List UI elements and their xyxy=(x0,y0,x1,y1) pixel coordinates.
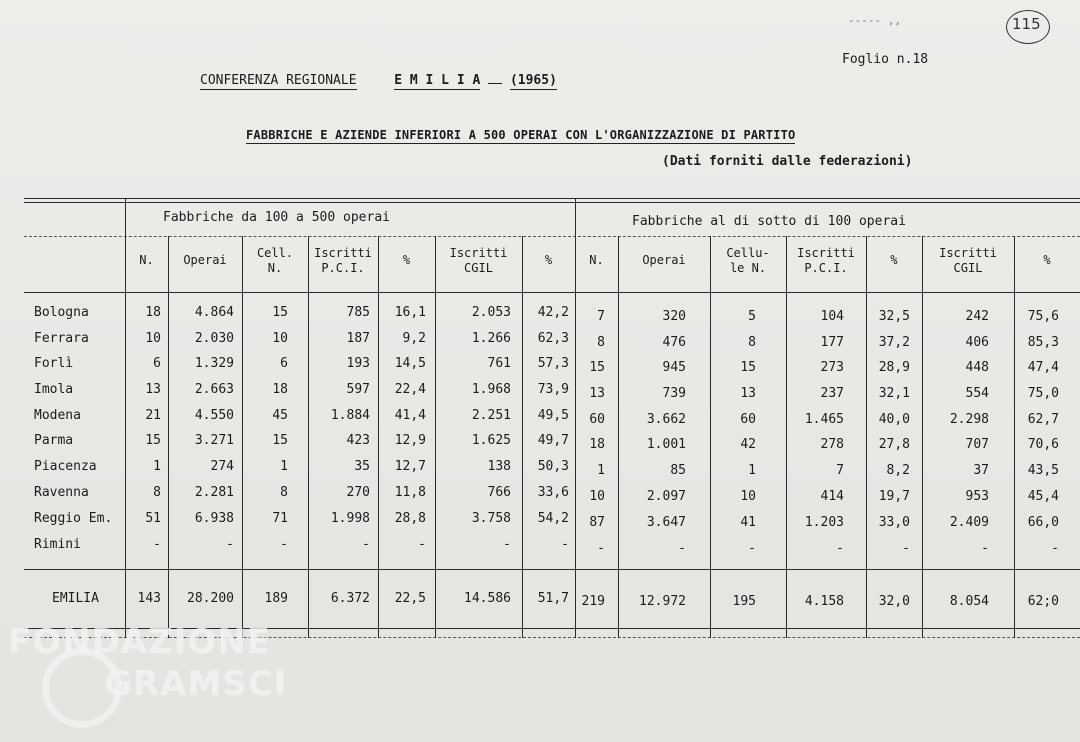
cell-left-iscritti-cgil: 3.758 xyxy=(471,511,511,526)
cell-left-n: 6 xyxy=(153,356,161,371)
cell-right-pct-pci: - xyxy=(902,541,910,556)
cell-right-pct-pci: 33,0 xyxy=(878,515,910,530)
cell-right-iscritti-cgil: 37 xyxy=(973,463,989,478)
cell-right-n: 13 xyxy=(589,386,605,401)
cell-left-iscritti-cgil: 2.251 xyxy=(471,408,511,423)
cell-right-cellule: 42 xyxy=(740,437,756,452)
cell-left-n: 51 xyxy=(145,511,161,526)
cell-left-operai: 2.030 xyxy=(194,331,234,346)
col-header-right-n: N. xyxy=(589,253,604,267)
cell-left-pct-pci: 14,5 xyxy=(394,356,426,371)
total-cell-right-pct-pci: 32,0 xyxy=(878,594,910,609)
cell-left-iscritti-cgil: - xyxy=(503,537,511,552)
cell-left-cellule: 8 xyxy=(280,485,288,500)
row-label: Piacenza xyxy=(34,459,97,474)
cell-left-pct-pci: 12,9 xyxy=(394,433,426,448)
cell-left-iscritti-pci: 785 xyxy=(346,305,370,320)
cell-right-iscritti-pci: 177 xyxy=(820,335,844,350)
total-cell-left-n: 143 xyxy=(137,591,161,606)
total-cell-right-n: 219 xyxy=(581,594,605,609)
cell-left-cellule: 15 xyxy=(272,305,288,320)
cell-left-n: 13 xyxy=(145,382,161,397)
cell-left-iscritti-pci: 1.998 xyxy=(330,511,370,526)
cell-right-n: 60 xyxy=(589,412,605,427)
source-note: (Dati forniti dalle federazioni) xyxy=(662,154,913,169)
cell-left-pct-pci: 41,4 xyxy=(394,408,426,423)
cell-right-iscritti-cgil: 953 xyxy=(965,489,989,504)
total-cell-right-operai: 12.972 xyxy=(639,594,686,609)
conference-label: CONFERENZA REGIONALE xyxy=(200,73,357,88)
row-label: Ravenna xyxy=(34,485,89,500)
cell-left-iscritti-cgil: 766 xyxy=(487,485,511,500)
group-header-left: Fabbriche da 100 a 500 operai xyxy=(163,210,390,225)
cell-left-operai: 4.864 xyxy=(194,305,234,320)
row-label: Bologna xyxy=(34,305,89,320)
cell-left-operai: 2.663 xyxy=(194,382,234,397)
cell-left-iscritti-pci: 193 xyxy=(346,356,370,371)
cell-right-operai: - xyxy=(678,541,686,556)
cell-left-pct-cgil: 57,3 xyxy=(537,356,569,371)
cell-left-cellule: 10 xyxy=(272,331,288,346)
cell-right-iscritti-cgil: 554 xyxy=(965,386,989,401)
cell-right-iscritti-cgil: 2.409 xyxy=(949,515,989,530)
cell-left-iscritti-pci: 270 xyxy=(346,485,370,500)
cell-right-operai: 320 xyxy=(662,309,686,324)
watermark-line2: GRAMSCI xyxy=(104,664,288,704)
cell-left-pct-cgil: 50,3 xyxy=(537,459,569,474)
cell-right-iscritti-pci: 104 xyxy=(820,309,844,324)
total-cell-right-pct-cgil: 62;0 xyxy=(1027,594,1059,609)
cell-right-pct-cgil: 70,6 xyxy=(1027,437,1059,452)
cell-right-iscritti-cgil: 242 xyxy=(965,309,989,324)
cell-right-iscritti-pci: 278 xyxy=(820,437,844,452)
cell-right-cellule: 60 xyxy=(740,412,756,427)
total-cell-right-cellule: 195 xyxy=(732,594,756,609)
cell-right-operai: 476 xyxy=(662,335,686,350)
cell-left-cellule: 1 xyxy=(280,459,288,474)
col-header-right-cellule: Cellu- le N. xyxy=(726,246,770,275)
cell-left-operai: 4.550 xyxy=(194,408,234,423)
total-label: EMILIA xyxy=(52,591,99,606)
col-header-left-cellule: Cell. N. xyxy=(256,246,294,275)
row-label: Reggio Em. xyxy=(34,511,113,526)
cell-right-n: 7 xyxy=(597,309,605,324)
cell-left-n: 8 xyxy=(153,485,161,500)
cell-left-pct-pci: 22,4 xyxy=(394,382,426,397)
cell-left-cellule: 15 xyxy=(272,433,288,448)
cell-right-operai: 945 xyxy=(662,360,686,375)
cell-right-pct-cgil: 75,0 xyxy=(1027,386,1059,401)
cell-left-cellule: 45 xyxy=(272,408,288,423)
conference-title xyxy=(200,73,557,88)
dash-mark: ----- ,, xyxy=(848,14,901,27)
cell-right-pct-cgil: 47,4 xyxy=(1027,360,1059,375)
cell-right-operai: 3.647 xyxy=(646,515,686,530)
cell-right-pct-cgil: 75,6 xyxy=(1027,309,1059,324)
cell-right-iscritti-cgil: - xyxy=(981,541,989,556)
total-cell-left-pct-pci: 22,5 xyxy=(394,591,426,606)
col-header-right-operai: Operai xyxy=(642,253,686,267)
watermark-line1: FONDAZIONE xyxy=(8,622,272,662)
cell-left-n: 10 xyxy=(145,331,161,346)
row-label: Rimini xyxy=(34,537,81,552)
cell-left-iscritti-pci: - xyxy=(362,537,370,552)
cell-left-iscritti-pci: 1.884 xyxy=(330,408,370,423)
cell-right-pct-pci: 28,9 xyxy=(878,360,910,375)
cell-right-pct-pci: 32,5 xyxy=(878,309,910,324)
document-subtitle: FABBRICHE E AZIENDE INFERIORI A 500 OPERAI CON L'ORGANIZZAZIONE DI PARTITO xyxy=(246,128,796,142)
total-cell-left-operai: 28.200 xyxy=(187,591,234,606)
cell-right-cellule: 13 xyxy=(740,386,756,401)
cell-left-iscritti-pci: 35 xyxy=(354,459,370,474)
cell-right-iscritti-pci: 7 xyxy=(836,463,844,478)
cell-right-cellule: 5 xyxy=(748,309,756,324)
cell-right-pct-cgil: 43,5 xyxy=(1027,463,1059,478)
cell-left-iscritti-cgil: 1.625 xyxy=(471,433,511,448)
cell-right-pct-pci: 8,2 xyxy=(886,463,910,478)
total-cell-left-iscritti-pci: 6.372 xyxy=(330,591,370,606)
cell-left-pct-cgil: 62,3 xyxy=(537,331,569,346)
cell-right-n: 15 xyxy=(589,360,605,375)
cell-left-pct-cgil: 42,2 xyxy=(537,305,569,320)
cell-right-iscritti-pci: - xyxy=(836,541,844,556)
cell-right-iscritti-cgil: 448 xyxy=(965,360,989,375)
total-cell-right-iscritti-pci: 4.158 xyxy=(804,594,844,609)
cell-left-iscritti-cgil: 1.968 xyxy=(471,382,511,397)
total-cell-left-pct-cgil: 51,7 xyxy=(537,591,569,606)
cell-left-pct-cgil: 49,7 xyxy=(537,433,569,448)
cell-left-n: - xyxy=(153,537,161,552)
cell-right-pct-pci: 37,2 xyxy=(878,335,910,350)
cell-left-pct-cgil: - xyxy=(561,537,569,552)
folio-label: Foglio n.18 xyxy=(842,52,929,67)
cell-right-iscritti-cgil: 406 xyxy=(965,335,989,350)
cell-right-cellule: 8 xyxy=(748,335,756,350)
cell-right-pct-pci: 19,7 xyxy=(878,489,910,504)
col-header-right-pct-pci: % xyxy=(890,253,898,267)
cell-left-n: 21 xyxy=(145,408,161,423)
cell-right-n: 10 xyxy=(589,489,605,504)
cell-left-pct-cgil: 49,5 xyxy=(537,408,569,423)
cell-right-operai: 3.662 xyxy=(646,412,686,427)
cell-left-operai: 1.329 xyxy=(194,356,234,371)
row-label: Parma xyxy=(34,433,74,448)
cell-right-pct-cgil: 45,4 xyxy=(1027,489,1059,504)
total-cell-left-cellule: 189 xyxy=(264,591,288,606)
cell-right-pct-pci: 27,8 xyxy=(878,437,910,452)
col-header-left-pct-pci: % xyxy=(402,253,411,267)
row-label: Forlì xyxy=(34,356,74,371)
cell-left-iscritti-pci: 187 xyxy=(346,331,370,346)
cell-right-n: 18 xyxy=(589,437,605,452)
cell-left-n: 1 xyxy=(153,459,161,474)
cell-left-pct-pci: 9,2 xyxy=(402,331,426,346)
cell-left-pct-cgil: 54,2 xyxy=(537,511,569,526)
cell-left-operai: - xyxy=(226,537,234,552)
cell-right-operai: 2.097 xyxy=(646,489,686,504)
conference-year: (1965) xyxy=(509,73,557,88)
cell-right-pct-cgil: - xyxy=(1051,541,1059,556)
cell-left-operai: 274 xyxy=(210,459,234,474)
cell-left-pct-cgil: 33,6 xyxy=(537,485,569,500)
cell-right-iscritti-cgil: 707 xyxy=(965,437,989,452)
cell-left-iscritti-cgil: 1.266 xyxy=(471,331,511,346)
cell-left-n: 18 xyxy=(145,305,161,320)
cell-right-cellule: 41 xyxy=(740,515,756,530)
cell-left-n: 15 xyxy=(145,433,161,448)
cell-left-pct-cgil: 73,9 xyxy=(537,382,569,397)
col-header-left-n: N. xyxy=(139,253,154,267)
cell-right-operai: 1.001 xyxy=(646,437,686,452)
cell-right-cellule: 15 xyxy=(740,360,756,375)
cell-left-operai: 6.938 xyxy=(194,511,234,526)
cell-right-operai: 85 xyxy=(670,463,686,478)
col-header-left-pct-cgil: % xyxy=(544,253,553,267)
total-cell-left-iscritti-cgil: 14.586 xyxy=(464,591,511,606)
cell-left-cellule: 18 xyxy=(272,382,288,397)
conference-region: E M I L I A xyxy=(394,73,481,88)
cell-left-pct-pci: 12,7 xyxy=(394,459,426,474)
cell-right-iscritti-pci: 1.465 xyxy=(804,412,844,427)
col-header-left-iscritti-cgil: Iscritti CGIL xyxy=(449,246,508,275)
col-header-right-iscritti-cgil: Iscritti CGIL xyxy=(939,246,997,275)
cell-right-cellule: - xyxy=(748,541,756,556)
cell-left-cellule: 71 xyxy=(272,511,288,526)
cell-right-n: 87 xyxy=(589,515,605,530)
cell-right-n: 1 xyxy=(597,463,605,478)
cell-right-n: 8 xyxy=(597,335,605,350)
col-header-left-operai: Operai xyxy=(183,253,227,267)
cell-right-pct-cgil: 62,7 xyxy=(1027,412,1059,427)
cell-left-iscritti-cgil: 2.053 xyxy=(471,305,511,320)
cell-right-cellule: 1 xyxy=(748,463,756,478)
cell-right-n: - xyxy=(597,541,605,556)
cell-right-cellule: 10 xyxy=(740,489,756,504)
row-label: Imola xyxy=(34,382,74,397)
col-header-right-iscritti-pci: Iscritti P.C.I. xyxy=(797,246,855,275)
col-header-left-iscritti-pci: Iscritti P.C.I. xyxy=(314,246,372,275)
total-cell-right-iscritti-cgil: 8.054 xyxy=(949,594,989,609)
group-header-right: Fabbriche al di sotto di 100 operai xyxy=(632,214,906,229)
row-label: Modena xyxy=(34,408,81,423)
cell-right-iscritti-cgil: 2.298 xyxy=(949,412,989,427)
cell-left-iscritti-cgil: 138 xyxy=(487,459,511,474)
col-header-right-pct-cgil: % xyxy=(1043,253,1051,267)
cell-left-iscritti-pci: 597 xyxy=(346,382,370,397)
cell-right-pct-pci: 40,0 xyxy=(878,412,910,427)
cell-left-cellule: - xyxy=(280,537,288,552)
cell-right-iscritti-pci: 1.203 xyxy=(804,515,844,530)
cell-right-iscritti-pci: 273 xyxy=(820,360,844,375)
cell-left-iscritti-pci: 423 xyxy=(346,433,370,448)
cell-left-pct-pci: 28,8 xyxy=(394,511,426,526)
cell-left-pct-pci: 11,8 xyxy=(394,485,426,500)
cell-right-pct-cgil: 66,0 xyxy=(1027,515,1059,530)
cell-right-pct-pci: 32,1 xyxy=(878,386,910,401)
cell-right-pct-cgil: 85,3 xyxy=(1027,335,1059,350)
cell-right-iscritti-pci: 237 xyxy=(820,386,844,401)
cell-left-pct-pci: - xyxy=(418,537,426,552)
cell-left-operai: 2.281 xyxy=(194,485,234,500)
cell-right-operai: 739 xyxy=(662,386,686,401)
page-number: 115 xyxy=(1012,15,1041,33)
cell-left-operai: 3.271 xyxy=(194,433,234,448)
cell-left-pct-pci: 16,1 xyxy=(394,305,426,320)
cell-left-cellule: 6 xyxy=(280,356,288,371)
row-label: Ferrara xyxy=(34,331,89,346)
cell-left-iscritti-cgil: 761 xyxy=(487,356,511,371)
cell-right-iscritti-pci: 414 xyxy=(820,489,844,504)
